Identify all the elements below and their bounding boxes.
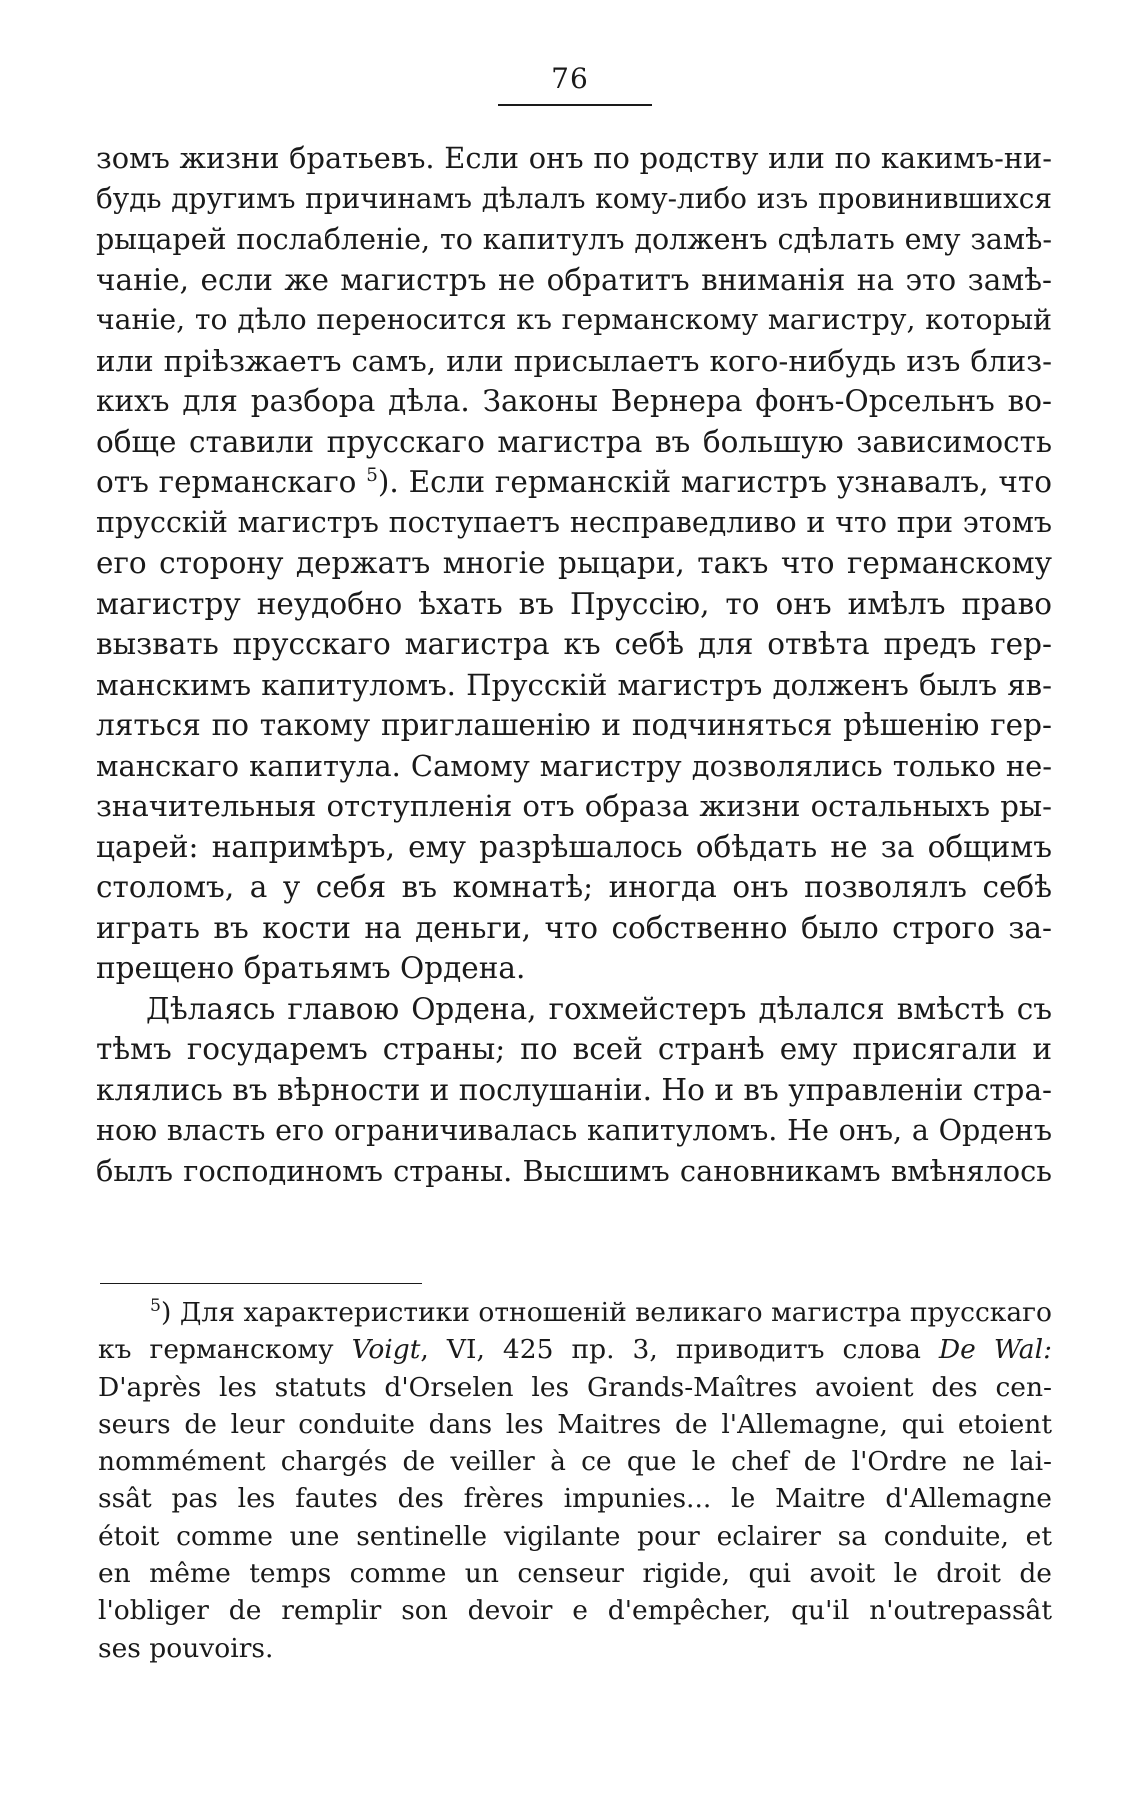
footnote-line: en même temps comme un censeur rigide, qui avoit le droit de xyxy=(98,1558,1052,1590)
text-line: вызвать прусскаго магистра къ себѣ для отвѣта предъ гер- xyxy=(96,627,1052,661)
main-text xyxy=(96,138,1052,1191)
text-line: магистру неудобно ѣхать въ Пруссію, то онъ имѣлъ право xyxy=(96,586,1052,621)
text-line: его сторону держатъ многіе рыцари, такъ что германскому xyxy=(96,546,1052,580)
footnote-reference[interactable]: 5 xyxy=(366,465,378,487)
text-line: прещено братьямъ Ордена. xyxy=(96,951,526,985)
text-line: столомъ, а у себя въ комнатѣ; иногда онъ позволялъ себѣ xyxy=(96,870,1052,904)
text-line: ною власть его ограничивалась капитуломъ. Не онъ, а Орденъ xyxy=(96,1113,1052,1147)
footnote-line: seurs de leur conduite dans les Maitres de l'Allemagne, qui etoient xyxy=(98,1408,1052,1440)
paragraph-start-line: Дѣлаясь главою Ордена, гохмейстеръ дѣлался вмѣстѣ съ xyxy=(146,991,1052,1026)
text-line: царей: напримѣръ, ему разрѣшалось обѣдать не за общимъ xyxy=(96,829,1052,864)
cited-author: Voigt xyxy=(351,1334,421,1366)
footnote-line: l'obliger de remplir son devoir e d'empêcher, qu'il n'outrepassât xyxy=(98,1595,1052,1627)
footnote-line xyxy=(98,1294,1052,1331)
header-rule xyxy=(498,104,652,106)
footnote-line: ssât pas les fautes des frères impunies... le Maitre d'Allemagne xyxy=(98,1483,1052,1515)
footnote-line xyxy=(98,1331,1052,1368)
text-fragment: къ германскому xyxy=(98,1334,352,1366)
text-line: или пріѣзжаетъ самъ, или присылаетъ кого-нибудь изъ близ- xyxy=(96,343,1052,378)
text-line: рыцарей послабленіе, то капитулъ долженъ сдѣлать ему замѣ- xyxy=(96,222,1052,256)
text-line-with-footnote-ref xyxy=(96,462,1052,503)
text-line: обще ставили прусскаго магистра въ большую зависимость xyxy=(96,424,1052,459)
text-line: чаніе, если же магистръ не обратитъ вниманія на это замѣ- xyxy=(96,262,1052,297)
text-line: кихъ для разбора дѣла. Законы Вернера фонъ-Орсельнъ во- xyxy=(96,384,1052,418)
text-fragment: отъ германскаго xyxy=(96,465,367,499)
text-line: былъ господиномъ страны. Высшимъ сановникамъ вмѣнялось xyxy=(96,1153,1052,1188)
footnote-line: nommément chargés de veiller à ce que le chef de l'Ordre ne lai- xyxy=(98,1446,1052,1478)
cited-author: De Wal: xyxy=(938,1334,1053,1366)
page-number: 76 xyxy=(551,62,589,95)
text-line: манскаго капитула. Самому магистру дозволялись только не- xyxy=(96,748,1052,783)
text-fragment: ). Если германскій магистръ узнавалъ, что xyxy=(377,465,1052,499)
text-line: играть въ кости на деньги, что собственно было строго за- xyxy=(96,910,1052,945)
text-line: ляться по такому приглашенію и подчиняться рѣшенію гер- xyxy=(96,708,1052,742)
text-line: прусскій магистръ поступаетъ несправедливо и что при этомъ xyxy=(96,505,1052,539)
text-line: тѣмъ государемъ страны; по всей странѣ ему присягали и xyxy=(96,1032,1052,1066)
text-line: клялись въ вѣрности и послушаніи. Но и въ управленіи стра- xyxy=(96,1072,1052,1107)
footnote-line: D'après les statuts d'Orselen les Grands-Maîtres avoient des cen- xyxy=(98,1371,1052,1403)
text-line: зомъ жизни братьевъ. Если онъ по родству или по какимъ-ни- xyxy=(96,141,1052,175)
text-line: манскимъ капитуломъ. Прусскій магистръ долженъ былъ яв- xyxy=(96,667,1052,702)
footnote-rule xyxy=(100,1283,422,1284)
text-line: чаніе, то дѣло переносится къ германскому магистру, который xyxy=(96,303,1052,336)
footnote-marker: 5 xyxy=(150,1296,161,1317)
text-fragment: , VI, 425 пр. 3, приводитъ слова xyxy=(420,1334,939,1366)
footnote xyxy=(98,1294,1052,1667)
footnote-line: étoit comme une sentinelle vigilante pour eclairer sa conduite, et xyxy=(98,1520,1052,1552)
footnote-line: ses pouvoirs. xyxy=(98,1632,274,1664)
text-line: будь другимъ причинамъ дѣлалъ кому-либо изъ провинившихся xyxy=(96,181,1052,215)
text-line: значительныя отступленія отъ образа жизни остальныхъ ры- xyxy=(96,789,1052,823)
text-fragment: ) Для характеристики отношеній великаго магистра прусскаго xyxy=(160,1297,1052,1328)
